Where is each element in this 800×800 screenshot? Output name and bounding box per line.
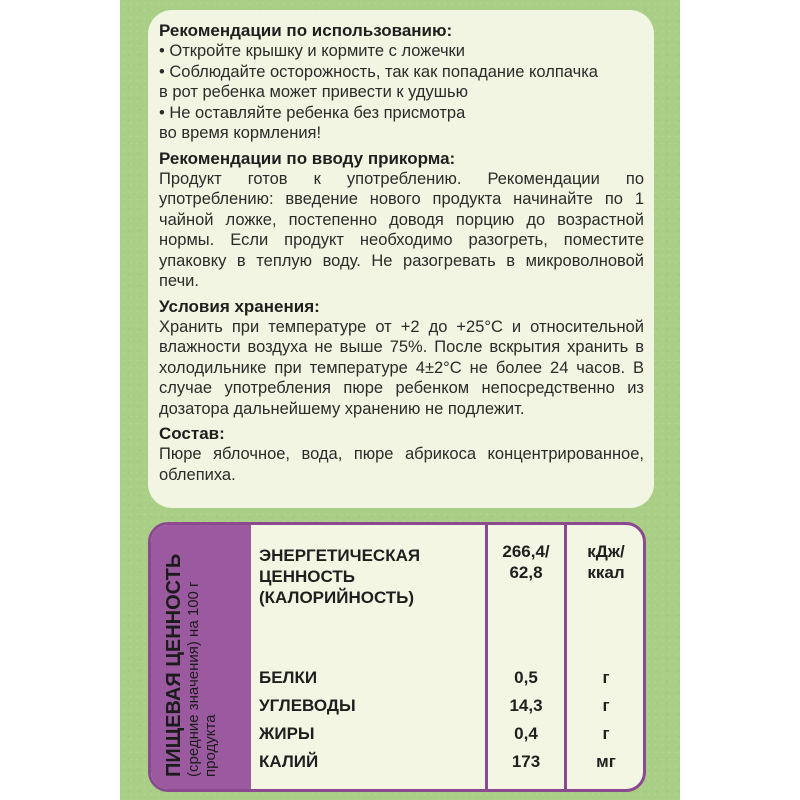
nutrition-title: ПИЩЕВАЯ ЦЕННОСТЬ xyxy=(163,553,185,777)
energy-value: 266,4/ 62,8 xyxy=(502,542,550,582)
usage-item: в рот ребенка может привести к удушью xyxy=(159,83,468,101)
nutrition-subtitle-2: продукта xyxy=(202,714,219,777)
nutrition-side-band xyxy=(151,525,251,789)
nutrient-unit: г xyxy=(602,668,610,687)
nutrient-value: 0,4 xyxy=(514,724,538,743)
nutrition-side-caption xyxy=(163,537,219,777)
nutrient-value: 173 xyxy=(511,752,541,771)
nutrient-label: КАЛИЙ xyxy=(259,752,319,771)
storage-title: Условия хранения: xyxy=(159,296,320,316)
nutrient-value: 14,3 xyxy=(509,696,543,715)
energy-label: ЭНЕРГЕТИЧЕСКАЯ ЦЕННОСТЬ (КАЛОРИЙНОСТЬ) xyxy=(259,546,421,607)
column-divider xyxy=(485,525,488,789)
usage-list xyxy=(159,41,644,144)
nutrient-label: УГЛЕВОДЫ xyxy=(259,696,356,715)
usage-item: • Не оставляйте ребенка без присмотра xyxy=(159,103,466,122)
feeding-text: Продукт готов к употреблению. Рекомендации по употреблению: введение нового продукта начинайте по 1 чайной ложке, постепенно доводя порцию до возрастной нормы. Если продукт необходимо разогреть, поместите упаковку в теплую воду. Не разогревать в микроволновой печи. xyxy=(159,169,644,290)
feeding-title: Рекомендации по вводу прикорма: xyxy=(159,148,456,168)
instructions-card xyxy=(148,10,654,508)
column-divider xyxy=(564,525,567,789)
nutrient-label: БЕЛКИ xyxy=(259,668,318,687)
usage-item: во время кормления! xyxy=(159,124,322,142)
nutrition-table xyxy=(148,522,646,792)
usage-title: Рекомендации по использованию: xyxy=(159,21,453,40)
nutrient-value: 0,5 xyxy=(514,668,538,687)
nutrient-unit: г xyxy=(602,724,610,743)
composition-title: Состав: xyxy=(159,424,225,443)
nutrition-subtitle: (средние значения) на 100 г xyxy=(185,581,202,777)
usage-item: • Соблюдайте осторожность, так как попадание колпачка xyxy=(159,62,598,81)
nutrient-unit: г xyxy=(602,696,610,715)
nutrient-label: ЖИРЫ xyxy=(259,724,315,743)
nutrient-unit: мг xyxy=(596,752,616,771)
energy-unit: кДж/ ккал xyxy=(587,542,625,582)
storage-text: Хранить при температуре от +2 до +25°С и относительной влажности воздуха не выше 75%. После вскрытия хранить в холодильнике при температуре 4±2°С не более 24 часов. В случае употребления пюре ребенком непосредственно из дозатора дальнейшему хранению не подлежит. xyxy=(159,317,644,418)
composition-text: Пюре яблочное, вода, пюре абрикоса концентрированное, облепиха. xyxy=(159,445,644,484)
usage-item: • Откройте крышку и кормите с ложечки xyxy=(159,42,465,60)
